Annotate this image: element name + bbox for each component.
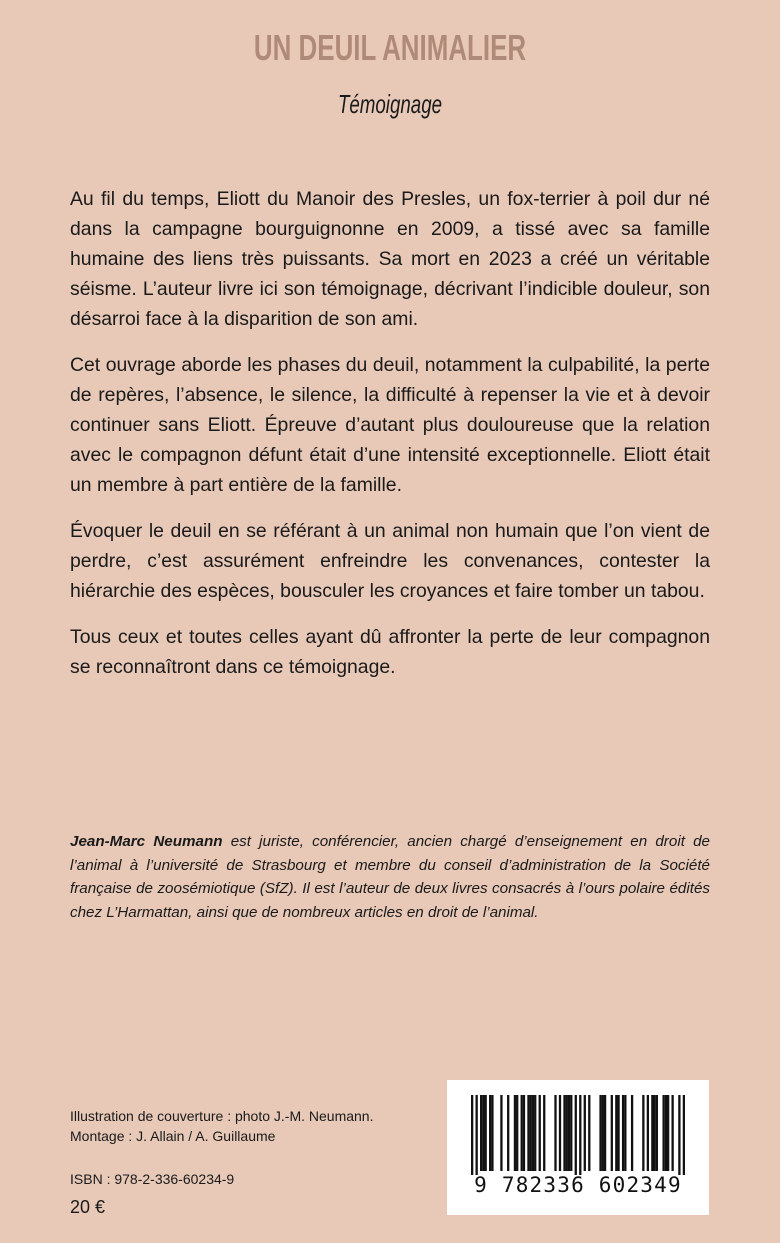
author-bio (70, 830, 710, 924)
barcode-bar (683, 1095, 685, 1175)
barcode-bar (579, 1095, 581, 1175)
barcode-bar (588, 1095, 590, 1171)
blurb-paragraph-4: Tous ceux et toutes celles ayant dû affronter la perte de leur compagnon se reconnaîtront dans ce témoignage. (70, 626, 710, 678)
barcode-bar (523, 1095, 525, 1171)
barcode-bar (584, 1095, 586, 1171)
barcode-digits: 9 782336 602349 (474, 1173, 682, 1197)
isbn: ISBN : 978-2-336-60234-9 (70, 1171, 235, 1187)
blurb-paragraph-1: Au fil du temps, Eliott du Manoir des Presles, un fox-terrier à poil dur né dans la campagne bourguignonne en 2009, a tissé avec sa famille humaine des liens très puissants. Sa mort en 2023 a créé un véritable séisme. L’auteur livre ici son témoignage, décrivant l’indicible douleur, son désarroi face à la disparition de son ami. (70, 188, 710, 330)
barcode-bars (471, 1095, 685, 1175)
illustration-credit: Illustration de couverture : photo J.-M. Neumann. (70, 1108, 374, 1124)
barcode-bar (539, 1095, 541, 1171)
barcode-bar (662, 1095, 664, 1171)
barcode-bar (653, 1095, 655, 1171)
back-cover-blurb (70, 184, 710, 698)
barcode-bar (604, 1095, 606, 1171)
barcode-bar (624, 1095, 626, 1171)
barcode-bar (507, 1095, 509, 1171)
montage-credit: Montage : J. Allain / A. Guillaume (70, 1128, 276, 1144)
barcode-bar (617, 1095, 619, 1171)
barcode-bar (656, 1095, 658, 1171)
barcode-bar (500, 1095, 502, 1171)
barcode-bar (534, 1095, 536, 1171)
barcode-bar (521, 1095, 523, 1171)
barcode-bar (651, 1095, 653, 1171)
barcode-bar (554, 1095, 556, 1171)
barcode-bar (471, 1095, 473, 1175)
barcode-bar (563, 1095, 565, 1171)
barcode-bar (671, 1095, 673, 1171)
barcode-bar (599, 1095, 601, 1171)
barcode-bar (622, 1095, 624, 1171)
barcode-bar (678, 1095, 680, 1175)
credits (70, 1106, 373, 1146)
barcode-bar (602, 1095, 604, 1171)
barcode (447, 1080, 709, 1215)
barcode-bar (647, 1095, 649, 1171)
blurb-paragraph-2: Cet ouvrage aborde les phases du deuil, notamment la culpabilité, la perte de repères, l’absence, le silence, la difficulté à repenser la vie et à devoir continuer sans Eliott. Épreuve d’autant plus douloureuse que la relation avec le compagnon défunt était d’une intensité exceptionnelle. Eliott était un membre à part entière de la famille. (70, 354, 710, 496)
barcode-bar (530, 1095, 532, 1171)
book-title: UN DEUIL ANIMALIER (253, 27, 527, 68)
barcode-bar (568, 1095, 570, 1171)
barcode-bar (491, 1095, 493, 1171)
barcode-bar (527, 1095, 529, 1171)
barcode-bar (631, 1095, 633, 1171)
barcode-bar (532, 1095, 534, 1171)
barcode-bar (482, 1095, 484, 1171)
barcode-bar (667, 1095, 669, 1171)
author-bio-text: est juriste, conférencier, ancien chargé d’enseignement en droit de l’animal à l’université de Strasbourg et membre du conseil d’administration de la Société française de zoosémiotique (SfZ). Il est l’auteur de deux livres consacrés à l’ours polaire édités chez L’Harmattan, ainsi que de nombreux articles en droit de l’animal. (70, 833, 710, 921)
barcode-bar (516, 1095, 518, 1171)
barcode-bar (514, 1095, 516, 1171)
barcode-bar (476, 1095, 478, 1175)
price: 20 € (70, 1197, 106, 1217)
barcode-bar (665, 1095, 667, 1171)
blurb-paragraph-3: Évoquer le deuil en se référant à un animal non humain que l’on vient de perdre, c’est assurément enfreindre les convenances, contester la hiérarchie des espèces, bousculer les croyances et faire tomber un tabou. (70, 520, 710, 602)
barcode-bar (566, 1095, 568, 1171)
barcode-bar (485, 1095, 487, 1171)
barcode-bar (570, 1095, 572, 1171)
author-name: Jean-Marc Neumann (70, 833, 223, 850)
barcode-bar (575, 1095, 577, 1175)
barcode-bar (480, 1095, 482, 1171)
barcode-bar (489, 1095, 491, 1171)
barcode-bar (611, 1095, 613, 1171)
barcode-bar (543, 1095, 545, 1171)
barcode-bar (642, 1095, 644, 1171)
barcode-bar (559, 1095, 561, 1171)
barcode-bar (615, 1095, 617, 1171)
book-subtitle: Témoignage (337, 89, 443, 119)
